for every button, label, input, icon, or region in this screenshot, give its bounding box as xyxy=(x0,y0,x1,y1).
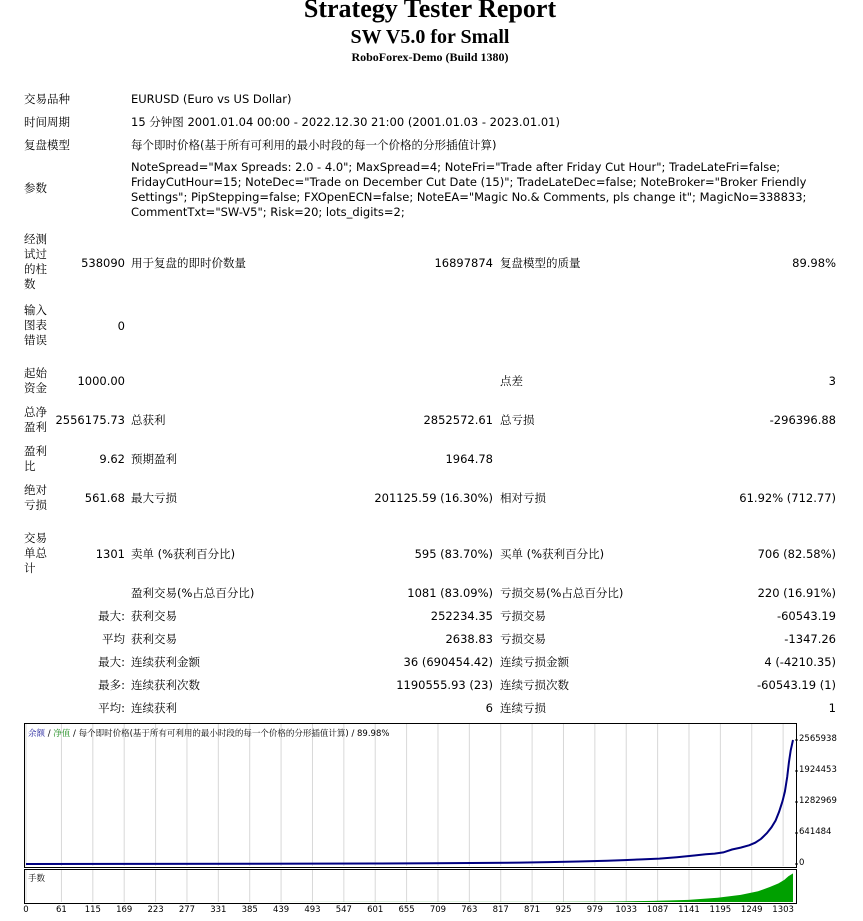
average-prefix: 平均 xyxy=(102,632,125,646)
max-amt-prefix: 最多: xyxy=(98,678,125,692)
avg-loss-value: -1347.26 xyxy=(784,632,836,646)
symbol-value: EURUSD (Euro vs US Dollar) xyxy=(131,92,292,106)
payoff-label: 预期盈利 xyxy=(131,452,177,466)
max-drawdown-label: 最大亏损 xyxy=(131,491,177,505)
ea-name: SW V5.0 for Small xyxy=(350,26,510,48)
x-tick-label: 871 xyxy=(523,905,541,915)
max-cons-win-value: 36 (690454.42) xyxy=(403,655,493,669)
payoff-value: 1964.78 xyxy=(445,452,493,466)
x-tick-label: 817 xyxy=(492,905,509,915)
max-cons-win-label: 连续获利金额 xyxy=(131,655,200,669)
chart-legend xyxy=(28,727,389,739)
largest-loss-label: 亏损交易 xyxy=(500,609,546,623)
profit-factor-label: 盈利比 xyxy=(24,444,47,473)
legend-sep-1: / xyxy=(47,729,51,739)
x-tick-label: 385 xyxy=(241,905,258,915)
x-tick-label: 0 xyxy=(23,905,29,915)
avg-win-value: 2638.83 xyxy=(445,632,493,646)
avg-win-label: 获利交易 xyxy=(131,632,177,646)
x-tick-label: 439 xyxy=(272,905,290,915)
net-profit-value: 2556175.73 xyxy=(55,413,125,427)
symbol-label: 交易品种 xyxy=(24,92,70,106)
long-label: 买单 (%获利百分比) xyxy=(500,547,605,561)
x-tick-label: 277 xyxy=(178,905,196,915)
params-value: NoteSpread="Max Spreads: 2.0 - 4.0"; MaxSpread=4; NoteFri="Trade after Friday Cut Hour"; TradeLateFri=false; FridayCutHour=15; NoteDec="Trade on December Cut Date (15)"; TradeLateDec=false; NoteBroker="Broker Friendly Settings"; PipStepping=false; FXOpenECN=false; NoteEA="Magic No.& Comments, pls change it"; MagicNo=338833; CommentTxt="SW-V5"; Risk=20; lots_digits=2; xyxy=(131,160,807,219)
total-trades-label: 交易单总计 xyxy=(24,531,47,575)
x-tick-label: 331 xyxy=(210,905,227,915)
max-amt-loss-value: -60543.19 (1) xyxy=(757,678,836,692)
avg-cons-loss-value: 1 xyxy=(828,701,836,715)
profit-factor-value: 9.62 xyxy=(99,452,125,466)
short-value: 595 (83.70%) xyxy=(414,547,493,561)
x-tick-label: 1303 xyxy=(772,905,794,915)
x-tick-label: 547 xyxy=(335,905,352,915)
x-tick-label: 925 xyxy=(555,905,572,915)
bars-value: 538090 xyxy=(81,256,125,270)
max-drawdown-value: 201125.59 (16.30%) xyxy=(374,491,493,505)
loss-trades-label: 亏损交易(%占总百分比) xyxy=(500,586,624,600)
x-tick-label: 979 xyxy=(586,905,603,915)
lots-label: 手数 xyxy=(28,874,46,884)
report-title: Strategy Tester Report xyxy=(303,0,557,23)
y-tick-label: 2565938 xyxy=(799,734,837,744)
x-tick-label: 1141 xyxy=(678,905,700,915)
balance-line xyxy=(26,740,793,864)
x-tick-label: 493 xyxy=(304,905,321,915)
avg-cons-loss-label: 连续亏损 xyxy=(500,701,546,715)
spread-value: 3 xyxy=(828,374,836,388)
short-label: 卖单 (%获利百分比) xyxy=(131,547,236,561)
x-tick-label: 601 xyxy=(367,905,384,915)
ticks-value: 16897874 xyxy=(434,256,493,270)
gross-profit-value: 2852572.61 xyxy=(423,413,493,427)
largest-loss-value: -60543.19 xyxy=(776,609,836,623)
max-amt-win-value: 1190555.93 (23) xyxy=(396,678,493,692)
x-tick-label: 169 xyxy=(116,905,133,915)
legend-sep-2: / xyxy=(73,729,76,739)
deposit-label: 起始资金 xyxy=(24,366,47,395)
max-cons-loss-label: 连续亏损金额 xyxy=(500,655,569,669)
quality-label: 复盘模型的质量 xyxy=(500,256,581,270)
legend-equity: 净值 xyxy=(53,729,71,739)
y-tick-label: 0 xyxy=(799,858,805,868)
legend-quality: 89.98% xyxy=(357,729,390,739)
avg-cons-prefix: 平均: xyxy=(98,701,125,715)
x-tick-label: 1087 xyxy=(646,905,669,915)
y-tick-label: 641484 xyxy=(799,827,832,837)
max-amt-loss-label: 连续亏损次数 xyxy=(500,678,569,692)
model-label: 复盘模型 xyxy=(24,138,70,152)
x-tick-label: 763 xyxy=(461,905,478,915)
largest-win-value: 252234.35 xyxy=(430,609,493,623)
x-tick-label: 61 xyxy=(56,905,67,915)
rel-drawdown-label: 相对亏损 xyxy=(500,491,546,505)
server-info: RoboForex-Demo (Build 1380) xyxy=(351,50,509,64)
model-value: 每个即时价格(基于所有可利用的最小时段的每一个价格的分形插值计算) xyxy=(131,138,497,152)
lots-area xyxy=(26,873,793,902)
abs-drawdown-label: 绝对亏损 xyxy=(24,483,47,512)
y-tick-label: 1282969 xyxy=(799,796,837,806)
errors-value: 0 xyxy=(117,319,125,333)
long-value: 706 (82.58%) xyxy=(757,547,836,561)
params-label: 参数 xyxy=(24,181,47,195)
legend-model: 每个即时价格(基于所有可利用的最小时段的每一个价格的分形插值计算) xyxy=(78,729,349,739)
avg-loss-label: 亏损交易 xyxy=(500,632,546,646)
y-tick-label: 1924453 xyxy=(799,765,837,775)
rel-drawdown-value: 61.92% (712.77) xyxy=(739,491,836,505)
bars-label: 经测试过的柱数 xyxy=(24,232,47,291)
gross-loss-value: -296396.88 xyxy=(769,413,836,427)
loss-trades-value: 220 (16.91%) xyxy=(757,586,836,600)
x-tick-label: 1033 xyxy=(615,905,638,915)
period-label: 时间周期 xyxy=(24,115,70,129)
total-trades-value: 1301 xyxy=(95,547,125,561)
deposit-value: 1000.00 xyxy=(77,374,125,388)
win-trades-label: 盈利交易(%占总百分比) xyxy=(131,586,255,600)
x-tick-label: 1195 xyxy=(709,905,732,915)
x-tick-label: 1249 xyxy=(740,905,763,915)
net-profit-label: 总净盈利 xyxy=(24,405,47,434)
max-cons-prefix: 最大: xyxy=(98,655,125,669)
x-tick-label: 709 xyxy=(429,905,447,915)
max-cons-loss-value: 4 (-4210.35) xyxy=(764,655,836,669)
win-trades-value: 1081 (83.09%) xyxy=(407,586,493,600)
gross-profit-label: 总获利 xyxy=(131,413,166,427)
spread-label: 点差 xyxy=(500,374,523,388)
largest-win-label: 获利交易 xyxy=(131,609,177,623)
x-tick-label: 115 xyxy=(84,905,101,915)
largest-prefix: 最大: xyxy=(98,609,125,623)
avg-cons-win-value: 6 xyxy=(485,701,493,715)
x-tick-label: 223 xyxy=(147,905,164,915)
x-tick-label: 655 xyxy=(398,905,415,915)
ticks-label: 用于复盘的即时价数量 xyxy=(131,256,246,270)
gross-loss-label: 总亏损 xyxy=(500,413,535,427)
abs-drawdown-value: 561.68 xyxy=(84,491,125,505)
legend-balance: 余额 xyxy=(28,729,46,739)
period-value: 15 分钟图 2001.01.04 00:00 - 2022.12.30 21:00 (2001.01.03 - 2023.01.01) xyxy=(131,115,560,129)
errors-label: 输入图表错误 xyxy=(24,303,47,347)
quality-value: 89.98% xyxy=(792,256,836,270)
avg-cons-win-label: 连续获利 xyxy=(131,701,177,715)
max-amt-win-label: 连续获利次数 xyxy=(131,678,200,692)
legend-sep-3: / xyxy=(351,729,355,739)
